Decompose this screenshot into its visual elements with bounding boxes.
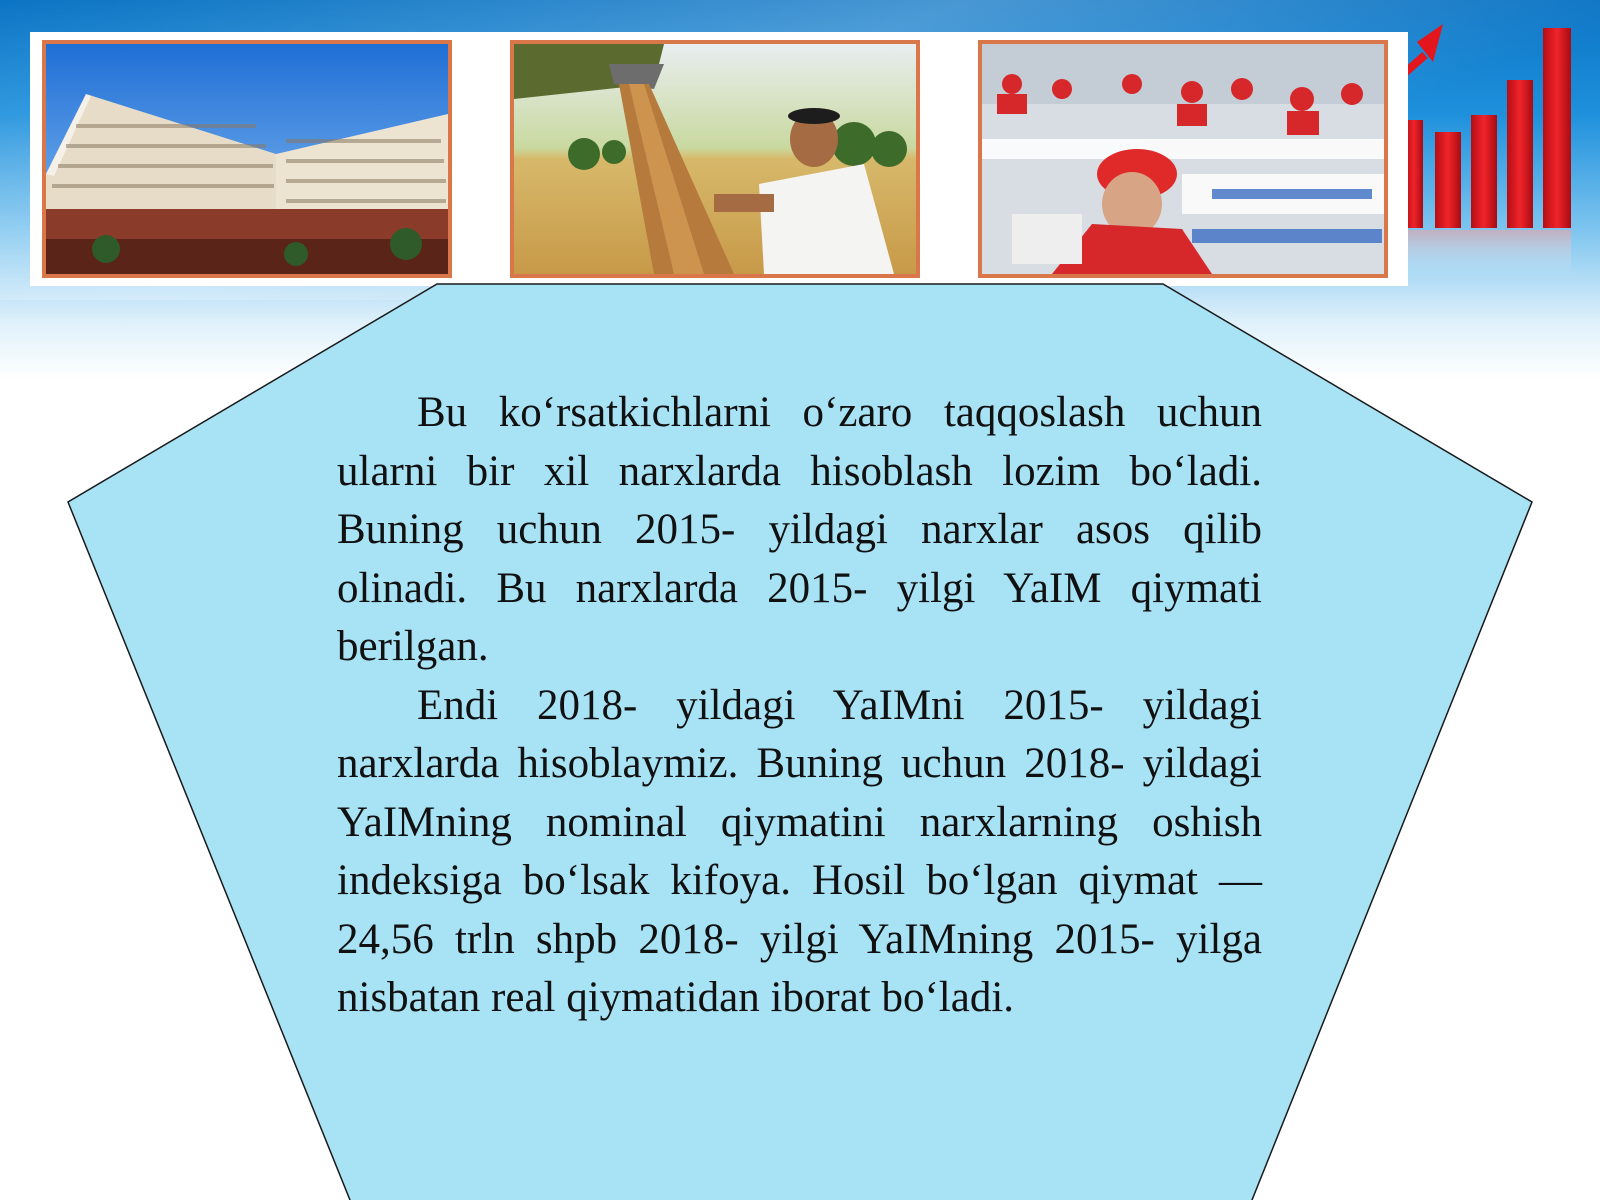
main-text [337,384,1262,1028]
paragraph-1: Bu ko‘rsatkichlarni o‘zaro taqqoslash uchun ularni bir xil narxlarda hisoblash lozim bo‘ladi. Buning uchun 2015- yildagi narxlar asos qilib olinadi. Bu narxlarda 2015- yilgi YaIM qiymati berilgan. [337,389,1262,670]
paragraph-2: Endi 2018- yildagi YaIMni 2015- yildagi narxlarda hisoblaymiz. Buning uchun 2018- yildagi YaIMning nominal qiymatini narxlarning oshish indeksiga bo‘lsak kifoya. Hosil bo‘lgan qiymat — 24,56 trln shpb 2018- yilgi YaIMning 2015- yilga nisbatan real qiymatidan iborat bo‘ladi. [337,681,1262,1021]
